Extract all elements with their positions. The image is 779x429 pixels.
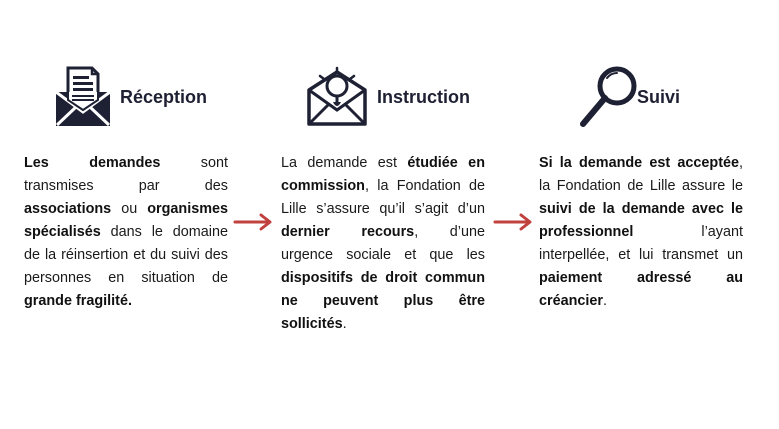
description-emphasis: Les demandes [24,155,161,171]
step-title-reception: Réception [120,86,208,107]
step-reception-header [54,66,207,128]
description-text: ou [111,201,148,217]
magnifier-icon [577,64,639,130]
envelope-letter-icon [54,66,112,128]
description-text: dans le domaine de la réinsertion et du suivi des personnes en situation de [24,224,228,286]
step-title-instruction: Instruction [377,86,470,107]
step-title-suivi: Suivi [637,86,681,107]
description-emphasis: grande fragilité. [24,293,132,309]
description-emphasis: Si la demande est acceptée [539,155,739,171]
step-description-reception [24,152,228,313]
step-instruction-header [305,66,470,128]
description-emphasis: dispositifs de droit commun ne peuvent plus être sollicités [281,270,485,332]
description-emphasis: associations [24,201,112,217]
arrow-right-icon [233,212,275,232]
description-text: . [342,316,347,332]
description-text: sont transmises par des [24,155,228,194]
description-text: , la Fondation de Lille s’assure qu’il s’agit d’un [281,178,485,217]
description-text: La demande est [281,155,408,171]
description-text: , la Fondation de Lille assure le [539,155,743,194]
step-description-instruction [281,152,485,336]
description-emphasis: suivi de la demande avec le professionnel [539,201,743,240]
description-text: , d’une urgence sociale et que les [281,224,485,263]
description-emphasis: paiement adressé au créancier [539,270,743,309]
envelope-inspect-icon [305,66,369,128]
description-emphasis: dernier recours [281,224,415,240]
step-description-suivi [539,152,743,313]
description-text: . [603,293,608,309]
description-emphasis: organismes spécialisés [24,201,228,240]
description-text: l’ayant interpellée, et lui transmet un [539,224,743,263]
step-suivi-header [577,64,680,130]
arrow-right-icon [493,212,535,232]
description-emphasis: étudiée en commission [281,155,485,194]
